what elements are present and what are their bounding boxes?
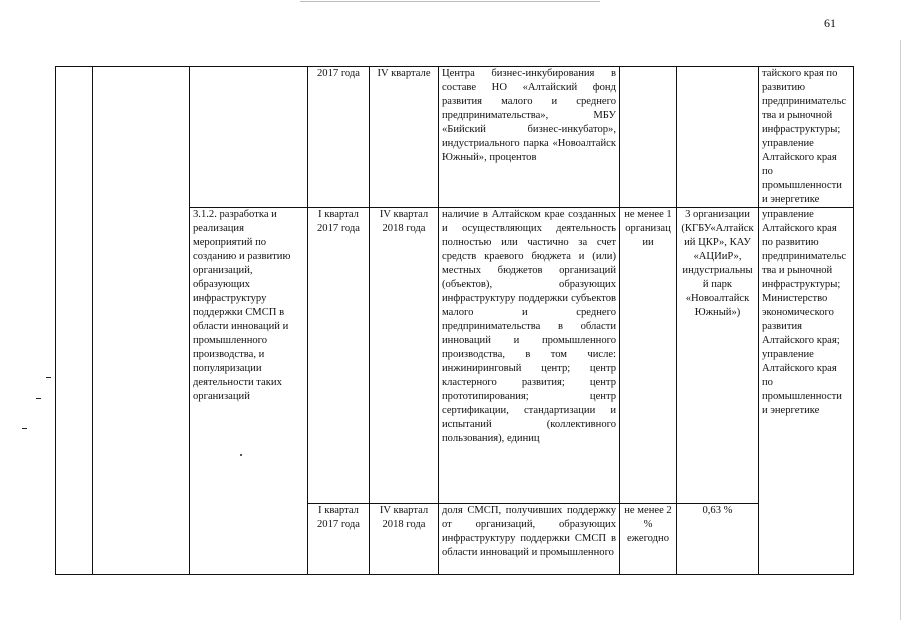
table-cell-value: 0,63 % [677,504,759,575]
table-cell-end: IV квартал 2018 года [370,504,439,575]
scan-artifact-mark [46,377,51,378]
table-cell-end: IV квартале [370,67,439,208]
table-cell-responsible [759,504,854,575]
table-cell-start: I квартал 2017 года [308,208,370,504]
table-cell-indicator: доля СМСП, получивших поддержку от организаций, образующих инфраструктуру поддержки СМСП в области инноваций и промышленного [439,504,620,575]
table-cell-indicator: наличие в Алтайском крае созданных и осуществляющих деятельность полностью или частично за счет средств краевого бюджета и (или) местных бюджетов организаций (объектов), образующих инфраструктуру поддержки субъектов малого и среднего предпринимательства в области инноваций и промышленного производства, в том числе: инжиниринговый центр; центр кластерного развития; центр прототипирования; центр сертификации, стандартизации и испытаний (коллективного пользования), единиц [439,208,620,504]
scan-artifact-line [900,40,901,620]
table-cell-blank [93,208,190,504]
table-row [56,504,854,575]
table-row [56,67,854,208]
table-cell-blank [56,504,93,575]
table-cell-blank [93,67,190,208]
table-cell-blank [93,504,190,575]
table-cell-target [620,67,677,208]
table-cell-start: I квартал 2017 года [308,504,370,575]
table-cell-responsible: тайского края по развитию предпринимательства и рыночной инфраструктуры; управление Алтайского края по промышленности и энергетике [759,67,854,208]
page-number: 61 [824,16,836,30]
scan-artifact-mark [36,398,41,399]
table-cell-value [677,67,759,208]
table-cell-measure: 3.1.2. разработка и реализация мероприятий по созданию и развитию организаций, образующих инфраструктуру поддержки СМСП в области инноваций и промышленного производства, и популяризации деятельности таких организаций [190,208,308,504]
table-row [56,208,854,504]
scan-artifact-mark [22,428,27,429]
table-cell-blank [56,67,93,208]
table-cell-responsible: управление Алтайского края по развитию предпринимательства и рыночной инфраструктуры; Министерство экономического развития Алтайского края; управление Алтайского края по промышленности и энергетике [759,208,854,504]
table-cell-measure [190,67,308,208]
scan-artifact-line [300,1,600,2]
table-cell-indicator: Центра бизнес-инкубирования в составе НО «Алтайский фонд развития малого и среднего предпринимательства», МБУ «Бийский бизнес-инкубатор», индустриального парка «Новоалтайск Южный», процентов [439,67,620,208]
table-cell-target: не менее 1 организации [620,208,677,504]
table-cell-value: 3 организации (КГБУ«Алтайский ЦКР», КАУ «АЦИиР», индустриальный парк «Новоалтайск Южный») [677,208,759,504]
measures-table [55,66,854,575]
table-cell-start: 2017 года [308,67,370,208]
table-cell-measure [190,504,308,575]
table-cell-blank [56,208,93,504]
table-cell-target: не менее 2 % ежегодно [620,504,677,575]
table-cell-end: IV квартал 2018 года [370,208,439,504]
